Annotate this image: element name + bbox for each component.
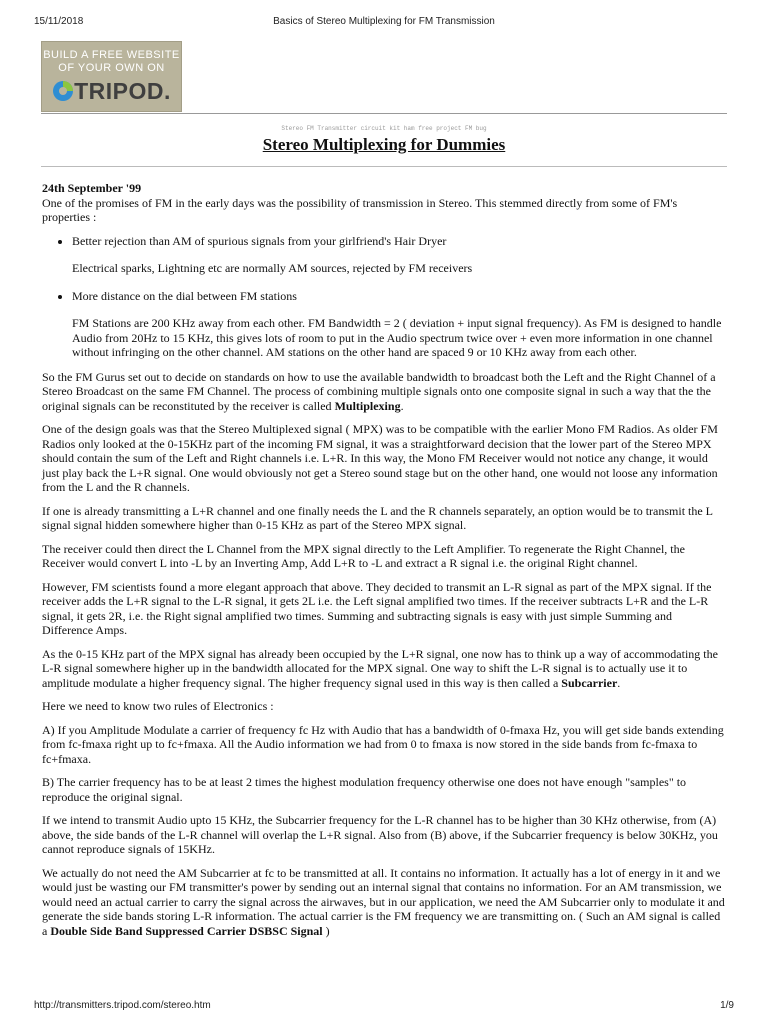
paragraph-dsbsc — [42, 866, 726, 939]
page-number: 1/9 — [720, 1000, 734, 1011]
text-run: ) — [322, 923, 330, 938]
bullet-text: • Better rejection than AM of spurious signals from your girlfriend's Hair Dryer — [72, 233, 447, 248]
bullet-text: • More distance on the dial between FM stations — [72, 288, 297, 303]
paragraph: B) The carrier frequency has to be at least 2 times the highest modulation frequency otherwise one does not have enough "samples" to reproduce the original signal. — [42, 775, 687, 804]
term-subcarrier: Subcarrier — [561, 675, 618, 690]
tripod-logo-icon — [52, 80, 74, 102]
text-run: We actually do not need the AM Subcarrier at fc to be transmitted at all. It contains no information. It actually has a lot of energy in it and we would just be wasting our FM transmitter's power by sending out an internal signal that contains no information. For an AM transmission, we would need an actual carrier to carry the signal across the airwaves, but in our application, we need the AM Subcarrier only to modulate it and generate the side bands storing L-R information. The actual carrier is the FM frequency we are transmitting on. ( Such an AM signal is called a — [42, 865, 725, 938]
article-date: 24th September '99 — [42, 181, 142, 195]
paragraph: Here we need to know two rules of Electronics : — [42, 699, 274, 713]
print-title: Basics of Stereo Multiplexing for FM Transmission — [273, 16, 495, 27]
paragraph: If we intend to transmit Audio upto 15 KHz, the Subcarrier frequency for the L-R channel has to be higher than 30 KHz otherwise, from (A) above, the side bands of the L-R channel will overlap the L+R signal. Also from (B) above, if the Subcarrier frequency is below 30KHz, you cannot reproduce signals of 15KHz. — [42, 813, 718, 856]
paragraph: The receiver could then direct the L Channel from the MPX signal directly to the Left Amplifier. To regenerate the Right Channel, the Receiver would convert L into -L by an Inverting Amp, Add L+R to -L and extract a R signal i.e. the original Right channel. — [42, 541, 685, 570]
paragraph: If one is already transmitting a L+R channel and one finally needs the L and the R channels separately, an option would be to transmit the L signal signal hidden somewhere higher than 0-15 KHz as part of the Stereo MPX signal. — [42, 503, 713, 532]
bullet-detail: Electrical sparks, Lightning etc are normally AM sources, rejected by FM receivers — [72, 261, 473, 275]
text-run: As the 0-15 KHz part of the MPX signal has already been occupied by the L+R signal, one now has to think up a way of accommodating the L-R signal somewhere higher up in the bandwidth allocated for the MPX signal. One way to shift the L-R signal is to actually use it to amplitude modulate a higher frequency signal. The higher frequency signal used in this way is then called a — [42, 646, 718, 690]
list-item — [72, 289, 726, 360]
print-header — [34, 16, 734, 30]
ad-line-2: OF YOUR OWN ON — [58, 62, 165, 74]
print-footer — [34, 1000, 734, 1014]
keyword-line: Stereo FM Transmitter circuit kit ham free project FM bug — [281, 125, 487, 132]
term-dsbsc: Double Side Band Suppressed Carrier DSBSC Signal — [50, 923, 323, 938]
properties-list — [42, 234, 726, 360]
page-title: Stereo Multiplexing for Dummies — [262, 135, 506, 154]
tripod-ad-banner[interactable] — [41, 41, 182, 112]
paragraph-multiplexing — [42, 370, 726, 414]
print-date: 15/11/2018 — [34, 16, 84, 27]
tripod-logo — [42, 78, 181, 104]
term-multiplexing: Multiplexing — [334, 398, 401, 413]
list-item — [72, 234, 726, 276]
intro-paragraph: One of the promises of FM in the early days was the possibility of transmission in Stereo. This stemmed directly from some of FM's properties : — [42, 195, 678, 224]
text-run: . — [617, 675, 621, 690]
paragraph: One of the design goals was that the Stereo Multiplexed signal ( MPX) was to be compatible with the earlier Mono FM Radios. As older FM Radios only looked at the 0-15KHz part of the incoming FM signal, it was a straightforward decision that the lower part of the Stereo MPX should contain the sum of the Left and Right channels i.e. L+R. In this way, the Mono FM Receiver would not notice any change, it would just play back the L+R signal. One would obviously not get a Stereo sound stage but on the other hand, one would not loose any information from the L and the R channels. — [42, 422, 718, 494]
title-divider — [41, 166, 727, 167]
divider — [41, 113, 727, 114]
text-run: . — [400, 398, 404, 413]
bullet-detail: FM Stations are 200 KHz away from each other. FM Bandwidth = 2 ( deviation + input signal frequency). As FM is designed to handle Audio from 20Hz to 15 KHz, this gives lots of room to put in the Audio spectrum twice over + even more information in one channel without infringing on the other channel. AM stations on the other hand are spaced 9 or 10 KHz away from each other. — [72, 316, 722, 359]
tripod-brand: TRIPOD. — [74, 78, 171, 104]
page-url[interactable]: http://transmitters.tripod.com/stereo.htm — [34, 1000, 211, 1011]
ad-line-1: BUILD A FREE WEBSITE — [43, 49, 180, 61]
paragraph-subcarrier — [42, 647, 726, 691]
paragraph: A) If you Amplitude Modulate a carrier of frequency fc Hz with Audio that has a bandwidth of 0-fmaxa Hz, you will get side bands extending from fc-fmaxa right up to fc+fmaxa. All the Audio information we had from 0 to fmaxa is now stored in the side bands from fc-fmaxa to fc+fmaxa. — [42, 722, 724, 766]
article-body — [42, 181, 726, 947]
text-run: So the FM Gurus set out to decide on standards on how to use the available bandwidth to broadcast both the Left and the Right Channel of a Stereo Broadcast on the same FM Channel. The process of combining multiple signals onto one composite signal in such a way that the the original signals can be reconstituted by the receiver is called — [42, 369, 716, 413]
paragraph: However, FM scientists found a more elegant approach that above. They decided to transmit an L-R signal as part of the MPX signal. If the receiver adds the L+R signal to the L-R signal, it gets 2L i.e. the Left signal amplified two times. If the receiver subtracts L+R and the L-R signal, it gets 2R, i.e. the Right signal amplified two times. Summing and subtracting signals is easy with just simple Summing and Difference Amps. — [42, 579, 712, 637]
